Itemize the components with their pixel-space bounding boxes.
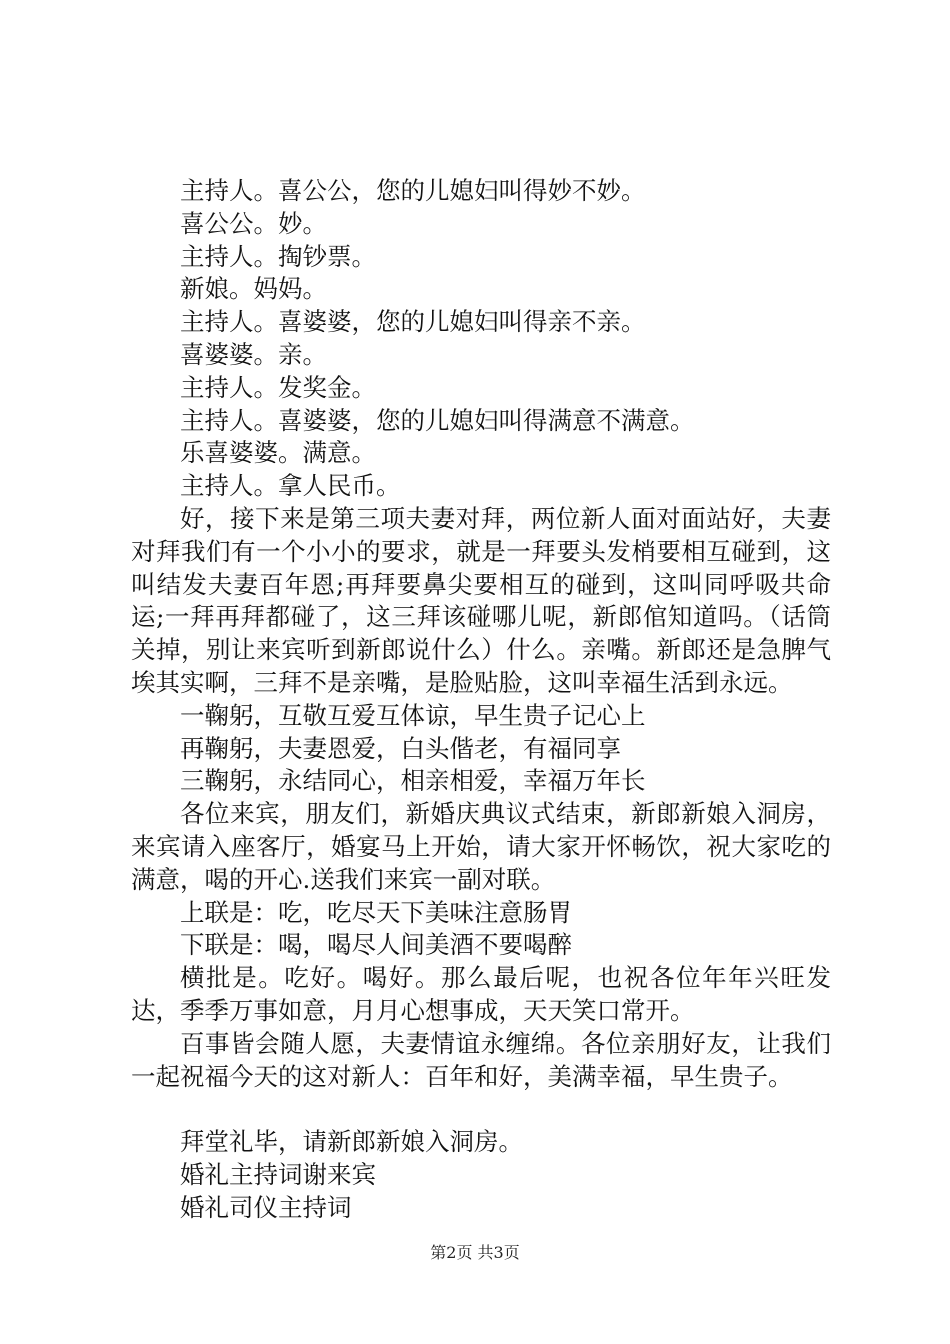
couplet-line: 下联是：喝，喝尽人间美酒不要喝醉 (180, 930, 572, 960)
paragraph-hengpi: 横批是。吃好。喝好。那么最后呢，也祝各位年年兴旺发达，季季万事如意，月月心想事成，天天笑口常开。 (131, 963, 831, 1025)
closing-line: 婚礼司仪主持词 (180, 1192, 352, 1222)
dialogue-line: 主持人。喜婆婆，您的儿媳妇叫得满意不满意。 (180, 405, 695, 435)
closing-line: 拜堂礼毕，请新郎新娘入洞房。 (180, 1127, 523, 1157)
couplet-line: 上联是：吃，吃尽天下美味注意肠胃 (180, 897, 572, 927)
dialogue-line: 乐喜婆婆。满意。 (180, 438, 376, 468)
blank-line (131, 1093, 831, 1126)
closing-line: 婚礼主持词谢来宾 (180, 1159, 376, 1189)
dialogue-line: 主持人。喜婆婆，您的儿媳妇叫得亲不亲。 (180, 307, 646, 337)
dialogue-line: 主持人。拿人民币。 (180, 471, 401, 501)
paragraph-couple-bow: 好，接下来是第三项夫妻对拜，两位新人面对面站好，夫妻对拜我们有一个小小的要求，就是一拜要头发梢要相互碰到，这叫结发夫妻百年恩;再拜要鼻尖要相互的碰到，这叫同呼吸共命运;一拜再拜都碰了，这三拜该碰哪儿呢，新郎倌知道吗。（话筒关掉，别让来宾听到新郎说什么）什么。亲嘴。新郎还是急脾气埃其实啊，三拜不是亲嘴，是脸贴脸，这叫幸福生活到永远。 (131, 503, 831, 697)
bow-line: 再鞠躬，夫妻恩爱，白头偕老，有福同享 (180, 733, 621, 763)
bow-line: 三鞠躬，永结同心，相亲相爱，幸福万年长 (180, 766, 646, 796)
paragraph-blessing: 百事皆会随人愿，夫妻情谊永缠绵。各位亲朋好友，让我们一起祝福今天的这对新人：百年和好，美满幸福，早生贵子。 (131, 1028, 831, 1091)
dialogue-line: 喜公公。妙。 (180, 208, 327, 238)
document-body (131, 175, 831, 1225)
paragraph-ceremony-end: 各位来宾，朋友们，新婚庆典议式结束，新郎新娘入洞房，来宾请入座客厅，婚宴马上开始，请大家开怀畅饮，祝大家吃的满意，喝的开心.送我们来宾一副对联。 (131, 799, 831, 894)
bow-line: 一鞠躬，互敬互爱互体谅，早生贵子记心上 (180, 700, 646, 730)
dialogue-line: 新娘。妈妈。 (180, 274, 327, 304)
page-number-label: 第2页 共3页 (430, 1243, 520, 1262)
dialogue-line: 主持人。喜公公，您的儿媳妇叫得妙不妙。 (180, 176, 646, 205)
dialogue-line: 主持人。掏钞票。 (180, 241, 376, 271)
dialogue-line: 喜婆婆。亲。 (180, 339, 327, 369)
page-footer (0, 1243, 950, 1263)
dialogue-line: 主持人。发奖金。 (180, 372, 376, 402)
